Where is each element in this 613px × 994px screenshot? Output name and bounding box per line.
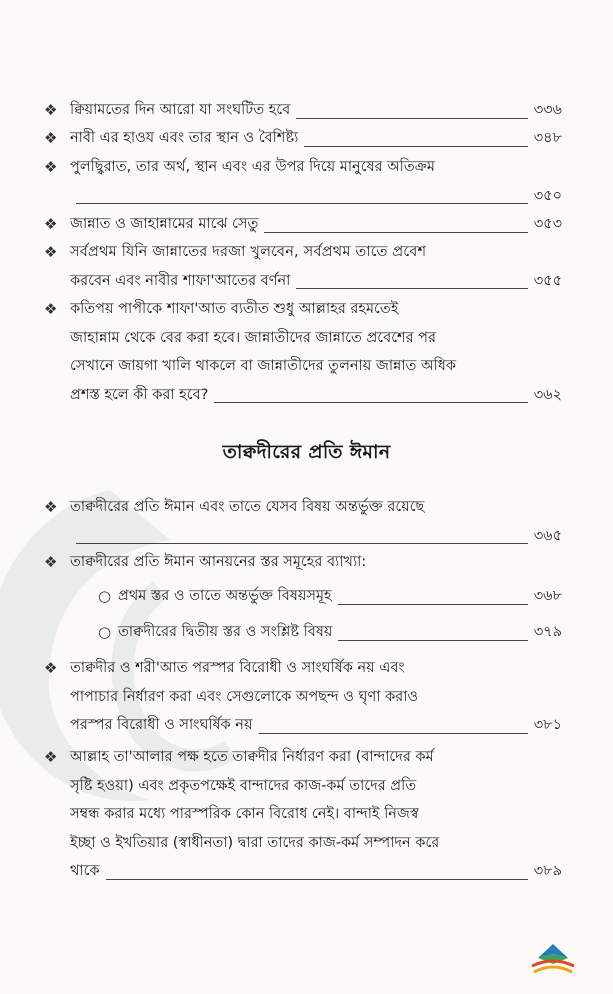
page-number: ৩৭৯ — [533, 624, 562, 640]
diamond-bullet-icon: ❖ — [44, 129, 58, 147]
entry-title: তাক্বদীরের প্রতি ঈমান আনয়নের স্তর সমূহের ব্যাখ্যা: — [70, 554, 367, 570]
entry-title-cont: প্রশস্ত হলে কী করা হবে? — [70, 386, 209, 403]
entry-title: তাক্বদীর ও শরী'আত পরস্পর বিরোধী ও সাংঘর্ষিক নয় এবং — [70, 660, 405, 676]
toc-entry[interactable] — [44, 238, 562, 295]
entry-title: সর্বপ্রথম যিনি জান্নাতের দরজা খুলবেন, সর্বপ্রথম তাতে প্রবেশ — [70, 244, 427, 260]
toc-entry[interactable] — [44, 153, 562, 210]
page-number: ৩৫৫ — [533, 272, 562, 289]
page-number: ৩৬৮ — [533, 588, 562, 604]
entry-title: প্রথম স্তর ও তাতে অন্তর্ভুক্ত বিষয়সমূহ — [118, 588, 332, 604]
page-number: ৩৬২ — [533, 386, 562, 403]
toc-subentry[interactable] — [98, 582, 562, 611]
page-number: ৩৩৬ — [533, 102, 562, 118]
entry-title-cont: করবেন এবং নাবীর শাফা'আতের বর্ণনা — [70, 272, 291, 289]
dotted-leader — [264, 231, 527, 233]
dotted-leader — [338, 603, 528, 605]
entry-title-cont: পরস্পর বিরোধী ও সাংঘর্ষিক নয় — [70, 717, 253, 733]
page-number: ৩৬৫ — [533, 527, 562, 544]
entry-title: তাক্বদীরের দ্বিতীয় স্তর ও সংশ্লিষ্ট বিষয় — [118, 624, 333, 640]
toc-subentry[interactable] — [98, 618, 562, 647]
entry-title-cont: সৃষ্টি হওয়া) এবং প্রকৃতপক্ষেই বান্দাদের কাজ-কর্ম তাদের প্রতি — [70, 777, 417, 794]
publisher-logo — [528, 942, 578, 978]
entry-title: জান্নাত ও জাহান্নামের মাঝে সেতু — [70, 216, 259, 232]
entry-title-cont: সেখানে জায়গা খালি থাকলে বা জান্নাতীদের তুলনায় জান্নাত অধিক — [70, 358, 457, 374]
entry-title-cont: ইচ্ছা ও ইখতিয়ার (স্বাধীনতা) দ্বারা তাদের কাজ-কর্ম সম্পাদন করে — [70, 834, 440, 851]
diamond-bullet-icon: ❖ — [44, 748, 58, 766]
dotted-leader — [338, 639, 527, 641]
entry-title-cont: পাপাচার নির্ধারণ করা এবং সেগুলোকে অপছন্দ ও ঘৃণা করাও — [70, 688, 419, 705]
toc-entry[interactable] — [44, 548, 562, 577]
entry-title-cont: সম্বন্ধ করার মধ্যে পারস্পরিক কোন বিরোধ নেই। বান্দাই নিজস্ব — [70, 806, 419, 822]
toc-entry[interactable] — [44, 493, 562, 550]
entry-title: নাবী এর হাওয এবং তার স্থান ও বৈশিষ্ট্য — [70, 130, 299, 146]
page-number: ৩৪৮ — [533, 130, 562, 146]
diamond-bullet-icon: ❖ — [44, 553, 58, 571]
dotted-leader — [296, 117, 528, 119]
dotted-leader — [296, 287, 527, 289]
toc-entry[interactable] — [44, 124, 562, 153]
diamond-bullet-icon: ❖ — [44, 300, 58, 318]
entry-title: তাক্বদীরের প্রতি ঈমান এবং তাতে যেসব বিষয় অন্তর্ভুক্ত রয়েছে — [70, 499, 425, 515]
diamond-bullet-icon: ❖ — [44, 101, 58, 119]
entry-title: পুলছ্বিরাত, তার অর্থ, স্থান এবং এর উপর দিয়ে মানুষের অতিক্রম — [70, 159, 435, 175]
toc-entry[interactable] — [44, 96, 562, 125]
dotted-leader — [106, 878, 528, 880]
toc-entry[interactable] — [44, 210, 562, 239]
page-number: ৩৮৯ — [533, 863, 562, 879]
page-number: ৩৫০ — [533, 187, 562, 204]
page-number: ৩৮১ — [533, 717, 562, 733]
diamond-bullet-icon: ❖ — [44, 498, 58, 516]
circle-bullet-icon: ○ — [98, 623, 112, 641]
dotted-leader — [76, 202, 528, 204]
diamond-bullet-icon: ❖ — [44, 659, 58, 677]
dotted-leader — [259, 732, 528, 734]
entry-title: ক্বিয়ামতের দিন আরো যা সংঘটিত হবে — [70, 102, 291, 118]
circle-bullet-icon: ○ — [98, 587, 112, 605]
entry-title-cont: জাহান্নাম থেকে বের করা হবে। জান্নাতীদের জান্নাতে প্রবেশের পর — [70, 329, 436, 346]
page-number: ৩৫৩ — [533, 216, 562, 232]
entry-title: আল্লাহ তা'আলার পক্ষ হতে তাক্বদীর নির্ধারণ করা (বান্দাদের কর্ম — [70, 749, 434, 765]
toc-entry[interactable] — [44, 295, 562, 409]
diamond-bullet-icon: ❖ — [44, 215, 58, 233]
toc-entry[interactable] — [44, 654, 562, 740]
dotted-leader — [304, 145, 527, 147]
dotted-leader — [214, 401, 527, 403]
section-heading: তাক্বদীরের প্রতি ঈমান — [222, 441, 391, 463]
entry-title: কতিপয় পাপীকে শাফা'আত ব্যতীত শুধু আল্লাহর রহমতেই — [70, 301, 399, 317]
dotted-leader — [76, 542, 528, 544]
entry-title-cont: থাকে — [70, 863, 100, 879]
diamond-bullet-icon: ❖ — [44, 158, 58, 176]
toc-entry[interactable] — [44, 743, 562, 886]
diamond-bullet-icon: ❖ — [44, 243, 58, 261]
